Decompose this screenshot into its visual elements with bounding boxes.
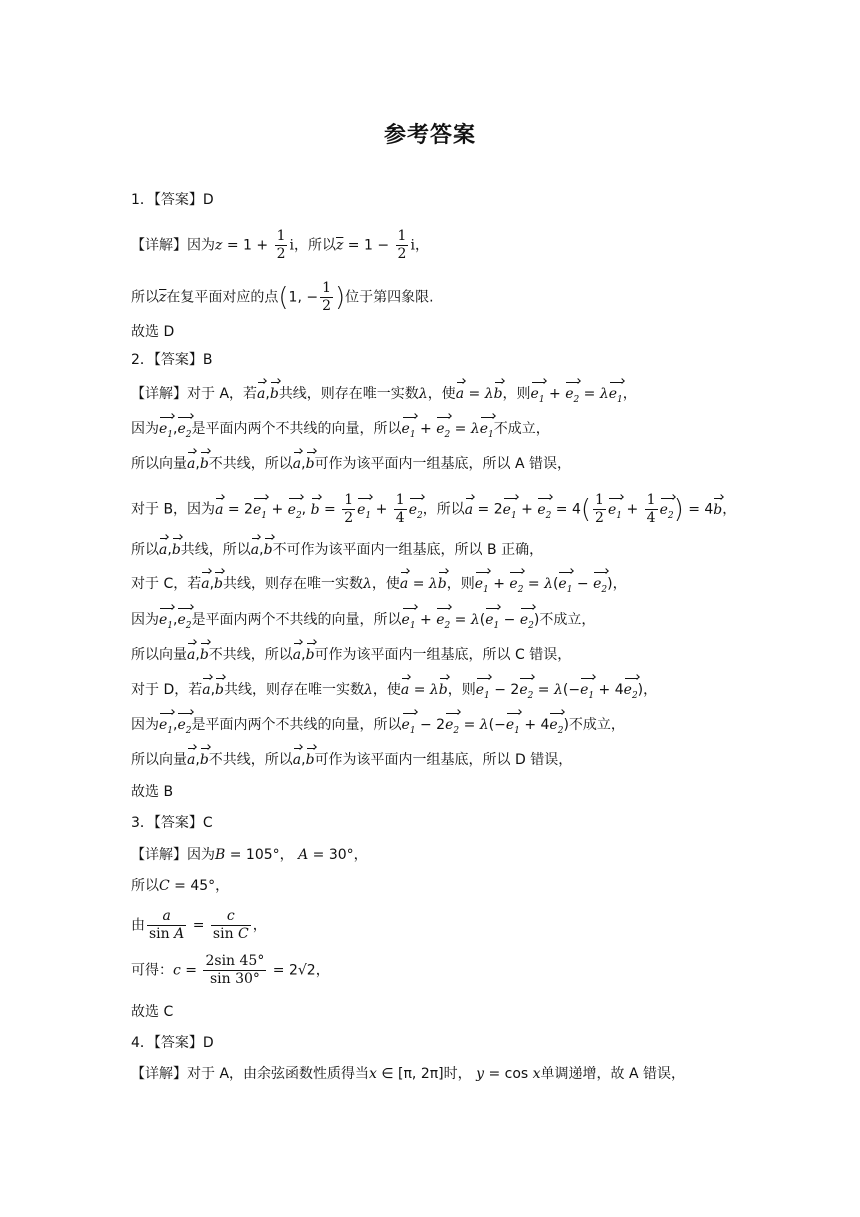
detail-1-line-2: 所以$\overline{z}$在复平面对应的点(1, − $\frac{1}{2}$ )位于第四象限. [131, 280, 434, 314]
detail-3-line-1: 【详解】因为B = 105°， A = 30°， [131, 847, 368, 863]
detail-3-line-4: 可得：c = $\frac{2\sin 45^\circ}{\sin 30^\circ}$ = 2√2， [131, 953, 330, 987]
answer-3: 3．【答案】C [131, 815, 213, 831]
detail-1-line-1: 【详解】因为z = 1 + $\frac{1}{2}$ i，所以$\overline{z} = 1$ − $\frac{1}{2}$ i， [131, 228, 429, 262]
answer-4: 4．【答案】D [131, 1035, 214, 1051]
detail-4-line-1: 【详解】对于 A，由余弦函数性质得当x ∈ [π, 2π]时， y = cos x单调递增，故 A 错误， [131, 1066, 686, 1082]
choose-2: 故选 B [131, 784, 174, 800]
detail-3-line-3: 由 $\frac{a}{\text{sin A}}$ = $\frac{c}{\text{sin C}}$ ， [131, 908, 267, 942]
detail-2-line-1: 【详解】对于 A，若a,b共线，则存在唯一实数λ，使a = λb，则$e_1 + e_2 = \lambda e_1$， [131, 384, 637, 410]
detail-2-line-11: 所以向量a,b不共线，所以a,b可作为该平面内一组基底，所以 D 错误， [131, 752, 573, 768]
detail-2-line-6: 对于 C，若a,b共线，则存在唯一实数λ，使a = λb，则$e_1 + e_2 = \lambda(e_1 - e_2)$， [131, 574, 627, 600]
detail-2-line-8: 所以向量a,b不共线，所以a,b可作为该平面内一组基底，所以 C 错误， [131, 647, 572, 663]
page-title: 参考答案 [383, 123, 476, 148]
detail-2-line-9: 对于 D，若a,b共线，则存在唯一实数λ，使a = λb，则$e_1 - 2e_2 = \lambda(-e_1 + 4e_2)$， [131, 680, 657, 706]
detail-3-line-2: 所以C = 45°， [131, 878, 230, 894]
answer-1: 1．【答案】D [131, 192, 214, 208]
detail-2-line-7: 因为$e_1,e_2$是平面内两个不共线的向量，所以$e_1 + e_2 = \lambda(e_1 - e_2)$不成立， [131, 610, 595, 636]
answer-2: 2．【答案】B [131, 352, 213, 368]
detail-2-line-5: 所以a,b共线，所以a,b不可作为该平面内一组基底，所以 B 正确， [131, 542, 544, 558]
choose-1: 故选 D [131, 324, 175, 340]
detail-2-line-4: 对于 B，因为$a = 2e_1 + e_2$, b = $\frac{1}{2}$ $e_1$ + $\frac{1}{4}$ $e_2$，所以$a = 2e_1 + e_2 = 4$( $\frac{1}{2}$ $e_1$ + $\frac{1}{4}$ $e_2) = 4b$， [131, 492, 737, 526]
detail-2-line-2: 因为$e_1,e_2$是平面内两个不共线的向量，所以$e_1 + e_2 = \lambda e_1$不成立， [131, 419, 550, 445]
choose-3: 故选 C [131, 1004, 174, 1020]
detail-2-line-10: 因为$e_1,e_2$是平面内两个不共线的向量，所以$e_1 - 2e_2 = \lambda(-e_1 + 4e_2)$不成立， [131, 715, 625, 741]
detail-2-line-3: 所以向量a,b不共线，所以a,b可作为该平面内一组基底，所以 A 错误， [131, 456, 572, 472]
